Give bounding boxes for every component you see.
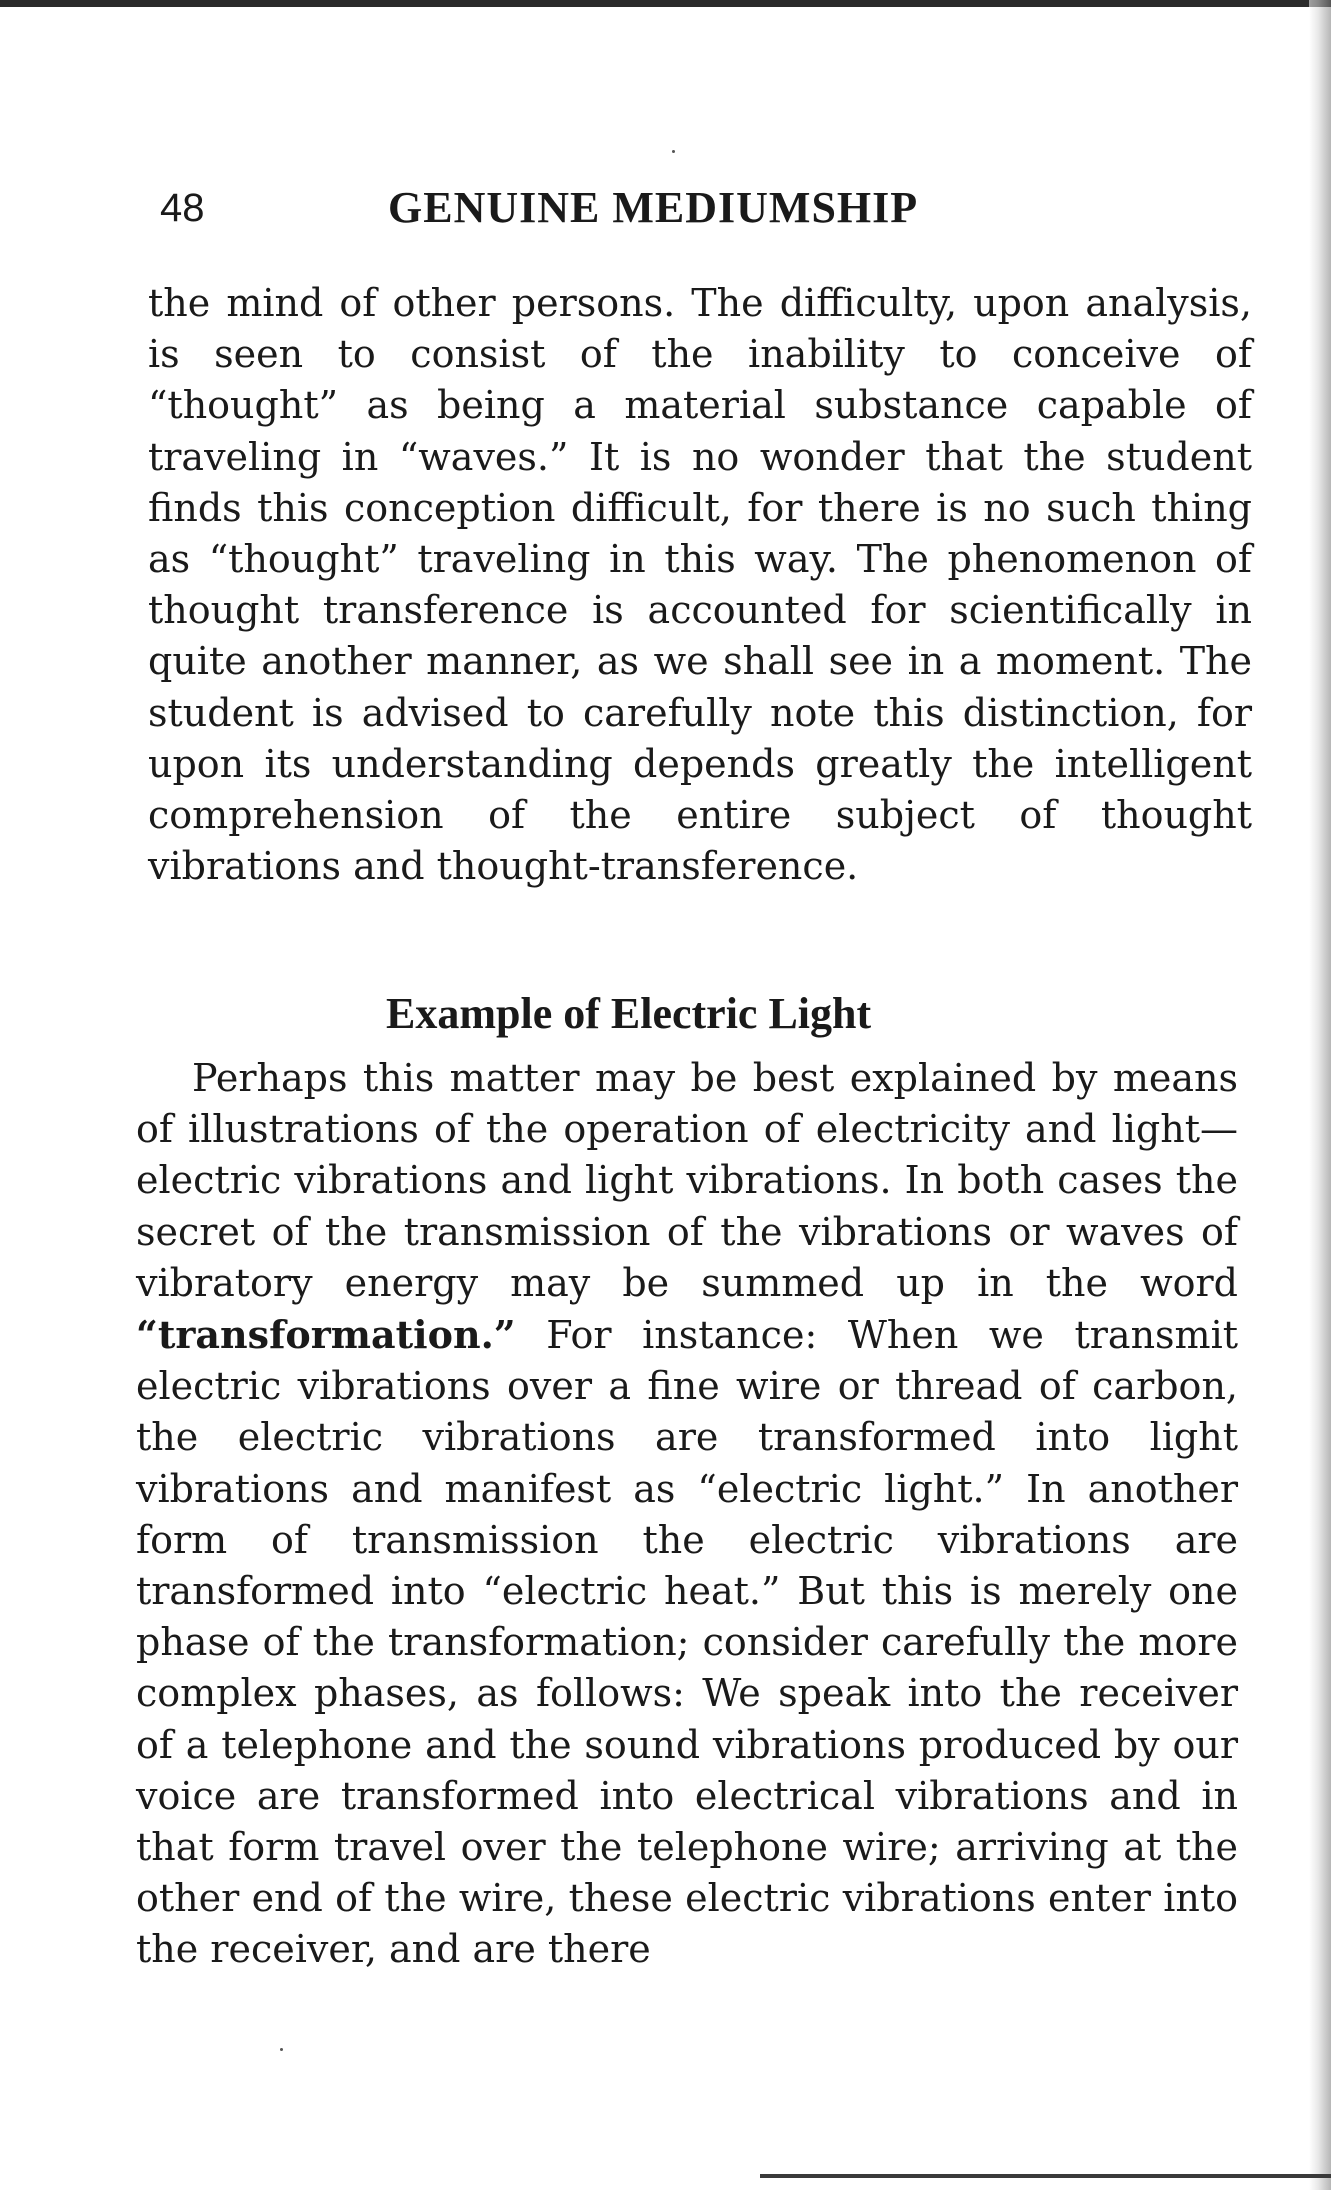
page-bottom-edge [760, 2174, 1331, 2178]
emphasized-term: “transformation.” [136, 1312, 516, 1358]
body-paragraph: the mind of other persons. The difficulty, upon analysis, is seen to consist of the inability to conceive of “thought” as being a material substance capable of traveling in “waves.” It is no wonder that the student finds this conception difficult, for there is no such thing as “thought” traveling in this way. The phenomenon of thought transference is accounted for scientifically in quite another manner, as we shall see in a moment. The student is advised to carefully note this distinction, for upon its understanding depends greatly the intelligent comprehension of the entire subject of thought vibrations and thought-transference. [148, 281, 1252, 889]
page-header [154, 178, 1254, 238]
section-heading: Example of Electric Light [386, 989, 872, 1038]
print-speck [280, 2048, 283, 2051]
page-binding-edge [1309, 0, 1331, 2190]
running-title: GENUINE MEDIUMSHIP [388, 183, 919, 232]
body-paragraph-electric-light [136, 1053, 1238, 1976]
print-speck [672, 150, 675, 153]
page-number: 48 [160, 186, 205, 230]
page-top-edge [0, 0, 1331, 7]
paragraph-text-continued: For instance: When we transmit electric vibrations over a fine wire or thread of carbon, the electric vibrations are transformed into light vibrations and manifest as “electric light.” In another form of transmission the electric vibrations are transformed into “electric heat.” But this is merely one phase of the transformation; consider carefully the more complex phases, as follows: We speak into the receiver of a telephone and the sound vibrations produced by our voice are transformed into electrical vibrations and in that form travel over the telephone wire; arriving at the other end of the wire, these electric vibrations enter into the receiver, and are there [136, 1313, 1238, 1972]
paragraph-text-lead: Perhaps this matter may be best explained by means of illustrations of the operation of electricity and light—electric vibrations and light vibrations. In both cases the secret of the transmission of the vibrations or waves of vibratory energy may be summed up in the word [136, 1056, 1238, 1305]
